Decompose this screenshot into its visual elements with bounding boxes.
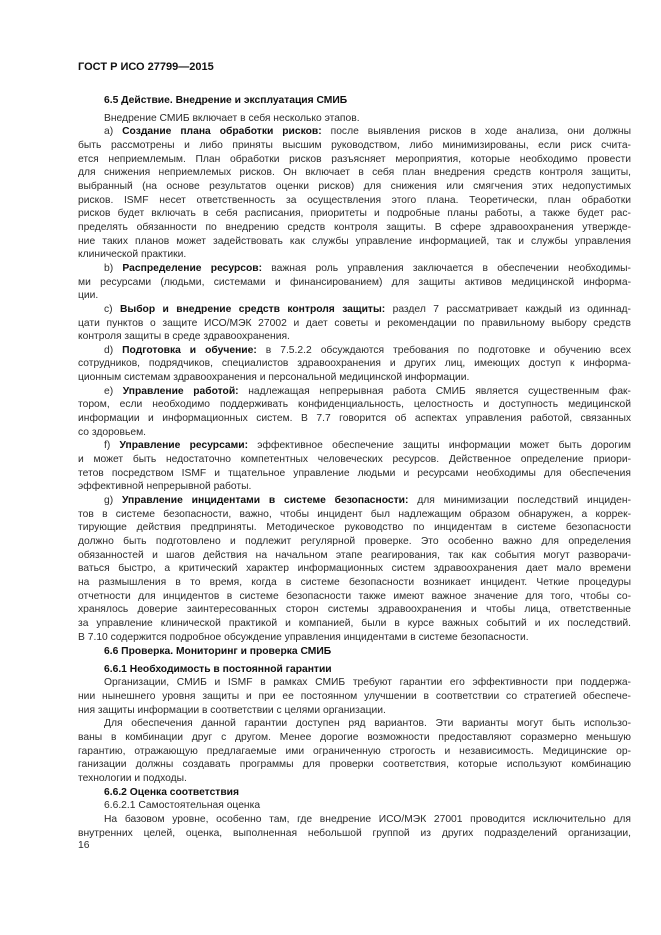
line-text: 6.6.2.1 Самостоятельная оценка — [104, 800, 261, 812]
text-line — [78, 303, 631, 317]
line-text: важная роль управления заключается в обеспечении необходимы- — [262, 262, 631, 274]
list-marker: c) — [104, 303, 120, 315]
bold-term: 6.6.2 Оценка соответствия — [104, 786, 240, 798]
line-text: тирующие действия предприняты. Методическое руководство по инцидентам в системе безопасности — [78, 522, 631, 534]
list-marker: g) — [104, 495, 122, 507]
text-line — [78, 467, 631, 481]
line-text: ционным системам здравоохранения и персональной медицинской информации. — [78, 372, 470, 384]
list-marker: e) — [104, 385, 123, 397]
section-heading — [78, 94, 631, 108]
text-line — [78, 704, 631, 718]
line-text: рисков. ISMF несет ответственность за осуществления этого плана. Теоретически, план обработки — [78, 194, 631, 206]
line-text: ется неприемлемым. План обработки рисков разъясняет мероприятия, которые необходимо провести — [78, 153, 631, 165]
text-line — [78, 398, 631, 412]
bold-term: 6.5 Действие. Внедрение и эксплуатация СМИБ — [104, 95, 348, 106]
line-text: ваться быстро, а критический характер информационных систем здравоохранения дает мало времени — [78, 563, 631, 575]
line-text: сотрудников, подрядчиков, специалистов здравоохранения и других лиц, имеющих доступ к информа- — [78, 358, 631, 370]
line-text: со здоровьем. — [78, 426, 147, 438]
bold-term: Выбор и внедрение средств контроля защиты: — [119, 303, 386, 315]
text-line — [78, 562, 631, 576]
line-text: выбранный (на основе результатов оценки рисков) для снижения или смягчения этих недопустимых — [78, 180, 631, 192]
section-heading — [78, 645, 631, 659]
text-line — [78, 125, 631, 139]
text-line — [78, 535, 631, 549]
text-line — [78, 166, 631, 180]
text-line — [78, 371, 631, 385]
list-marker: b) — [104, 262, 123, 274]
line-text: пределять обязанности по внедрению средств контроля защиты. В сфере здравоохранения утвержде- — [78, 221, 631, 233]
text-line — [78, 235, 631, 249]
text-line — [78, 357, 631, 371]
text-line — [78, 289, 631, 303]
section-6-5 — [78, 94, 631, 644]
text-line — [78, 194, 631, 208]
line-text: эффективной непрерывной работы. — [78, 481, 252, 493]
text-line — [78, 153, 631, 167]
line-text: ние таких планов может задействовать как службы управление информацией, так и службы управления — [78, 235, 631, 247]
line-text: нии нынешнего уровня защиты и при ее постоянном улучшении в соответствии со стратегией обеспече- — [78, 690, 631, 702]
line-text: быть рассмотрены и либо приняты высшим руководством, либо минимизированы, если риск счита- — [78, 139, 631, 151]
list-marker: a) — [104, 126, 123, 138]
text-line — [78, 617, 631, 631]
bold-term: Управление ресурсами: — [119, 440, 249, 452]
text-line — [78, 631, 631, 645]
line-text: Организации, СМИБ и ISMF в рамках СМИБ требуют гарантии его эффективности при поддержа- — [104, 677, 631, 689]
bold-term: Создание плана обработки рисков: — [122, 126, 322, 138]
text-line — [78, 112, 631, 126]
section-heading — [78, 663, 631, 677]
bold-term: Управление работой: — [122, 385, 239, 397]
line-text: контроля защиты в среде здравоохранения. — [78, 331, 290, 343]
line-text: на размышления в то время, когда в системе безопасности возникает инцидент. Четкие процедуры — [78, 576, 631, 588]
list-marker: f) — [104, 440, 120, 452]
line-text: за управление клинической практикой и компанией, были в курсе важных событий и их последствий. — [78, 617, 631, 629]
line-text: технологии и подходы. — [78, 772, 187, 784]
line-text: тов в системе безопасности, важно, чтобы инцидент был надлежащим образом обнаружен, а коррек- — [78, 508, 631, 520]
text-line — [78, 330, 631, 344]
text-line — [78, 772, 631, 786]
line-text: В 7.10 содержится подробное обсуждение управления инцидентами в системе безопасности. — [78, 631, 529, 643]
line-text: для минимизации последствий инциден- — [408, 495, 631, 507]
text-line — [78, 603, 631, 617]
text-line — [78, 262, 631, 276]
list-marker: d) — [104, 344, 123, 356]
text-line — [78, 139, 631, 153]
line-text: внутренних целей, оценка, выполненная небольшой группой из других подразделений организации, — [78, 827, 631, 839]
line-text: раздел 7 рассматривает каждый из одиннад- — [385, 303, 631, 315]
text-line — [78, 439, 631, 453]
line-text: после выявления рисков в ходе анализа, они должны — [321, 126, 631, 138]
text-line — [78, 207, 631, 221]
text-line — [78, 317, 631, 331]
line-text: ции. — [78, 290, 99, 302]
text-line — [78, 221, 631, 235]
text-line — [78, 799, 631, 813]
bold-term: 6.6.1 Необходимость в постоянной гарантии — [104, 663, 332, 675]
line-text: тором, если необходимо поддерживать конфиденциальность, целостность и доступность медицинской — [78, 399, 631, 411]
bold-term: Управление инцидентами в системе безопасности: — [121, 495, 409, 507]
line-text: хранялось доверие заинтересованных сторон системы здравоохранения и чтобы лица, ответственные — [78, 604, 631, 616]
line-text: Внедрение СМИБ включает в себя несколько этапов. — [104, 112, 360, 124]
text-line — [78, 494, 631, 508]
line-text: эффективное обеспечение защиты информации может быть дорогим — [248, 440, 631, 452]
line-text: надлежащая непрерывная работа СМИБ является существенным фак- — [238, 385, 631, 397]
line-text: клинической практики. — [78, 249, 187, 261]
text-line — [78, 690, 631, 704]
bold-term: Подготовка и обучение: — [122, 344, 257, 356]
text-line — [78, 758, 631, 772]
text-line — [78, 412, 631, 426]
line-text: ганизации должны создавать программы для проверки соответствия, которые используют комбинацию — [78, 759, 631, 771]
line-text: в 7.5.2.2 обсуждаются требования по подготовке и обучению всех — [256, 344, 631, 356]
text-line — [78, 521, 631, 535]
line-text: рисков будет включать в себя расписания, приоритеты и подробные планы работы, а также будет рас- — [78, 208, 631, 220]
text-line — [78, 385, 631, 399]
text-line — [78, 576, 631, 590]
text-line — [78, 731, 631, 745]
line-text: для снижения неприемлемых рисков. Он включает в себя план внедрения средств контроля защиты, — [78, 167, 631, 179]
text-line — [78, 827, 631, 841]
page-number: 16 — [78, 840, 90, 851]
text-line — [78, 248, 631, 262]
line-text: отчетности для инцидентов в системе безопасности также имеют важное значение для того, чтобы со- — [78, 590, 631, 602]
section-6-6 — [78, 645, 631, 840]
text-line — [78, 344, 631, 358]
line-text: ния защиты информации в соответствии с целями организации. — [78, 704, 386, 716]
line-text: Для обеспечения данной гарантии доступен ряд вариантов. Эти варианты могут быть использо- — [104, 718, 631, 730]
text-line — [78, 426, 631, 440]
text-line — [78, 676, 631, 690]
text-line — [78, 180, 631, 194]
line-text: обязанностей и шагов действия на начальном этапе реагирования, так как события могут разворачи- — [78, 549, 631, 561]
text-line — [78, 745, 631, 759]
text-line — [78, 276, 631, 290]
line-text: ваны в комбинации друг с другом. Менее дорогие возможности предоставляют соразмерно меньшую — [78, 731, 631, 743]
line-text: должно быть подготовлено и подлежит регулярной проверке. Это особенно важно для определения — [78, 536, 631, 547]
line-text: цати пунктов о защите ИСО/МЭК 27002 и дает советы и рекомендации по правильному выбору средств — [78, 317, 631, 329]
bold-term: Распределение ресурсов: — [122, 262, 263, 274]
bold-term: 6.6 Проверка. Мониторинг и проверка СМИБ — [104, 646, 332, 657]
text-line — [78, 549, 631, 563]
text-line — [78, 717, 631, 731]
text-line — [78, 590, 631, 604]
line-text: гарантию, отражающую предлагаемые ими ограниченную строгость и независимость. Медицинские ор- — [78, 745, 631, 757]
line-text: и может быть недостаточно компетентных человеческих ресурсов. Действенное определение приори- — [78, 454, 631, 466]
text-line — [78, 453, 631, 467]
text-line — [78, 480, 631, 494]
line-text: тетов посредством ISMF и тщательное управление людьми и ресурсами необходимы для обеспечения — [78, 467, 631, 479]
section-heading — [78, 786, 631, 800]
text-line — [78, 508, 631, 522]
line-text: ми ресурсами (людьми, системами и финансированием) для защиты активов медицинской информа- — [78, 276, 631, 288]
line-text: На базовом уровне, особенно там, где внедрение ИСО/МЭК 27001 проводится исключительно для — [104, 813, 631, 825]
document-header: ГОСТ Р ИСО 27799—2015 — [78, 61, 214, 73]
line-text: информации и информационных систем. В 7.7 говорится об аспектах управления работой, связанных — [78, 413, 631, 425]
text-line — [78, 813, 631, 827]
